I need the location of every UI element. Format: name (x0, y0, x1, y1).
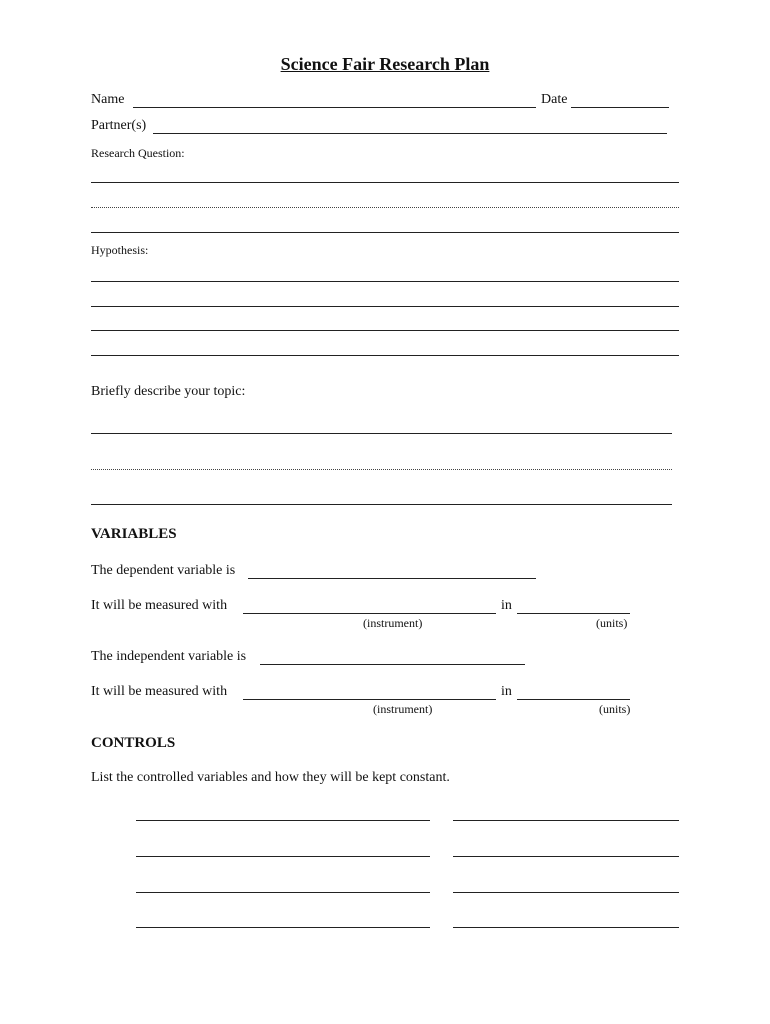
controls-instructions: List the controlled variables and how they will be kept constant. (91, 770, 450, 785)
topic-line-1[interactable] (91, 433, 672, 434)
control-variable-line-4[interactable] (136, 927, 430, 928)
independent-in-label: in (501, 684, 512, 699)
independent-measured-label: It will be measured with (91, 684, 228, 699)
control-method-line-3[interactable] (453, 892, 679, 893)
hypothesis-line-2[interactable] (91, 306, 679, 307)
research-question-line-2[interactable] (91, 207, 679, 208)
independent-units-field[interactable] (517, 699, 630, 700)
hypothesis-line-4[interactable] (91, 355, 679, 356)
independent-instrument-field[interactable] (243, 699, 496, 700)
control-method-line-2[interactable] (453, 856, 679, 857)
control-variable-line-3[interactable] (136, 892, 430, 893)
dependent-measured-label: It will be measured with (91, 598, 228, 613)
dependent-units-field[interactable] (517, 613, 630, 614)
research-question-line-3[interactable] (91, 232, 679, 233)
dependent-instrument-caption: (instrument) (363, 616, 423, 630)
control-variable-line-1[interactable] (136, 820, 430, 821)
independent-units-caption: (units) (599, 702, 631, 716)
topic-label: Briefly describe your topic: (91, 384, 246, 399)
dependent-instrument-field[interactable] (243, 613, 496, 614)
hypothesis-label: Hypothesis: (91, 243, 149, 257)
controls-heading: CONTROLS (91, 735, 176, 751)
control-method-line-4[interactable] (453, 927, 679, 928)
research-question-line-1[interactable] (91, 182, 679, 183)
date-label: Date (541, 92, 568, 107)
dependent-variable-label: The dependent variable is (91, 563, 236, 578)
dependent-variable-field[interactable] (248, 578, 536, 579)
name-field[interactable] (133, 107, 536, 108)
control-method-line-1[interactable] (453, 820, 679, 821)
independent-instrument-caption: (instrument) (373, 702, 433, 716)
partners-field[interactable] (153, 133, 667, 134)
independent-variable-field[interactable] (260, 664, 525, 665)
hypothesis-line-3[interactable] (91, 330, 679, 331)
topic-line-3[interactable] (91, 504, 672, 505)
variables-heading: VARIABLES (91, 526, 177, 542)
control-variable-line-2[interactable] (136, 856, 430, 857)
dependent-in-label: in (501, 598, 512, 613)
page-title: Science Fair Research Plan (280, 54, 490, 74)
hypothesis-line-1[interactable] (91, 281, 679, 282)
research-question-label: Research Question: (91, 146, 185, 160)
topic-line-2[interactable] (91, 469, 672, 470)
name-label: Name (91, 92, 125, 107)
date-field[interactable] (571, 107, 669, 108)
independent-variable-label: The independent variable is (91, 649, 247, 664)
dependent-units-caption: (units) (596, 616, 628, 630)
partners-label: Partner(s) (91, 118, 147, 133)
